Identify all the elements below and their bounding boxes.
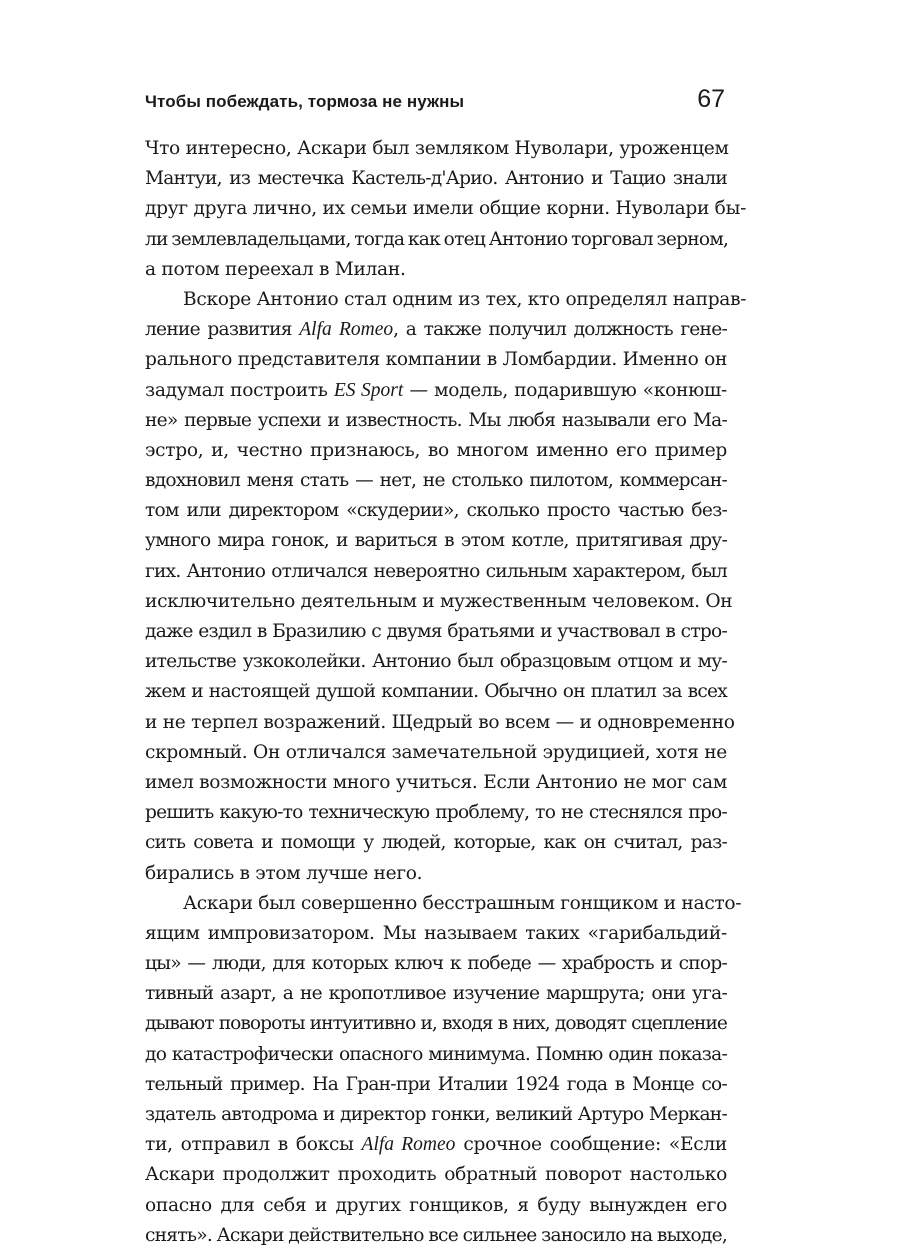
paragraph-3 — [145, 889, 742, 1251]
text-line: ительстве узкоколейки. Антонио был образцовым отцом и му- — [145, 651, 727, 673]
text-line: жем и настоящей душой компании. Обычно он платил за всех — [145, 681, 727, 703]
text-line: рального представителя компании в Ломбардии. Именно он — [145, 349, 728, 371]
text-line: цы» — люди, для которых ключ к победе — храбрость и спор- — [145, 953, 727, 975]
text-line: Аскари был совершенно бесстрашным гонщиком и насто- — [183, 892, 742, 914]
text-line: Мантуи, из местечка Кастель-д'Арио. Антонио и Тацио знали — [145, 168, 727, 190]
running-title: Чтобы побеждать, тормоза не нужны — [145, 92, 465, 111]
text-line: бирались в этом лучше него. — [145, 862, 423, 884]
text-line — [145, 1130, 727, 1160]
body-text — [145, 134, 747, 1251]
text-line: решить какую-то техническую проблему, то не стеснялся про- — [145, 802, 727, 824]
text-line: Аскари продолжит проходить обратный поворот настолько — [145, 1164, 727, 1186]
text-line: дывают повороты интуитивно и, входя в них, доводят сцепление — [145, 1013, 727, 1035]
running-head — [145, 85, 727, 117]
text-line: ящим импровизатором. Мы называем таких «гарибальдий- — [145, 922, 727, 944]
text-line — [145, 376, 727, 406]
text-line: скромный. Он отличался замечательной эрудицией, хотя не — [145, 741, 727, 763]
line-text: — модель, подарившую «конюш- — [403, 379, 727, 401]
text-line: снять». Аскари действительно все сильнее заносило на выходе, — [145, 1224, 727, 1246]
page-number: 67 — [697, 85, 725, 113]
text-line: исключительно деятельным и мужественным человеком. Он — [145, 590, 733, 612]
text-line: друг друга лично, их семьи имели общие корни. Нуволари бы- — [145, 198, 747, 220]
text-line: ли землевладельцами, тогда как отец Антонио торговал зерном, — [145, 228, 729, 250]
text-line: не» первые успехи и известность. Мы любя называли его Ма- — [145, 409, 727, 431]
line-text: срочное сообщение: «Если — [455, 1134, 727, 1156]
text-line: и не терпел возражений. Щедрый во всем — и одновременно — [145, 711, 735, 733]
text-line: даже ездил в Бразилию с двумя братьями и участвовал в стро- — [145, 621, 727, 642]
text-line: эстро, и, честно признаюсь, во многом именно его пример — [145, 439, 727, 461]
text-line: том или директором «скудерии», сколько просто частью без- — [145, 500, 727, 522]
paragraph-1 — [145, 134, 747, 285]
text-line: тивный азарт, а не кропотливое изучение маршрута; они уга- — [145, 983, 727, 1005]
text-line — [145, 315, 727, 345]
text-line: имел возможности много учиться. Если Антонио не мог сам — [145, 771, 727, 793]
text-line: умного мира гонок, и вариться в этом котле, притягивая дру- — [145, 530, 727, 552]
model-name: ES Sport — [333, 379, 404, 401]
text-line: Что интересно, Аскари был земляком Нуволари, уроженцем — [145, 138, 729, 159]
text-line: а потом переехал в Милан. — [145, 258, 406, 280]
line-text: ление развития — [145, 319, 300, 341]
text-line: тельный пример. На Гран-при Италии 1924 года в Монце со- — [145, 1073, 727, 1095]
text-line: гих. Антонио отличался невероятно сильным характером, был — [145, 560, 727, 582]
brand-name: Alfa Romeo — [299, 319, 394, 341]
text-line: опасно для себя и других гонщиков, я буду вынужден его — [145, 1194, 727, 1216]
text-line: сить совета и помощи у людей, которые, как он считал, раз- — [145, 832, 727, 854]
text-line: Вскоре Антонио стал одним из тех, кто определял направ- — [183, 288, 747, 310]
text-line: до катастрофически опасного минимума. Помню один показа- — [145, 1043, 727, 1065]
text-line: вдохновил меня стать — нет, не столько пилотом, коммерсан- — [145, 470, 727, 492]
paragraph-2 — [145, 285, 747, 889]
line-text: задумал построить — [145, 379, 334, 401]
line-text: ти, отправил в боксы — [145, 1134, 362, 1156]
line-text: , а также получил должность гене- — [393, 319, 727, 341]
text-line: здатель автодрома и директор гонки, великий Артуро Меркан- — [145, 1104, 727, 1125]
brand-name: Alfa Romeo — [361, 1134, 456, 1156]
